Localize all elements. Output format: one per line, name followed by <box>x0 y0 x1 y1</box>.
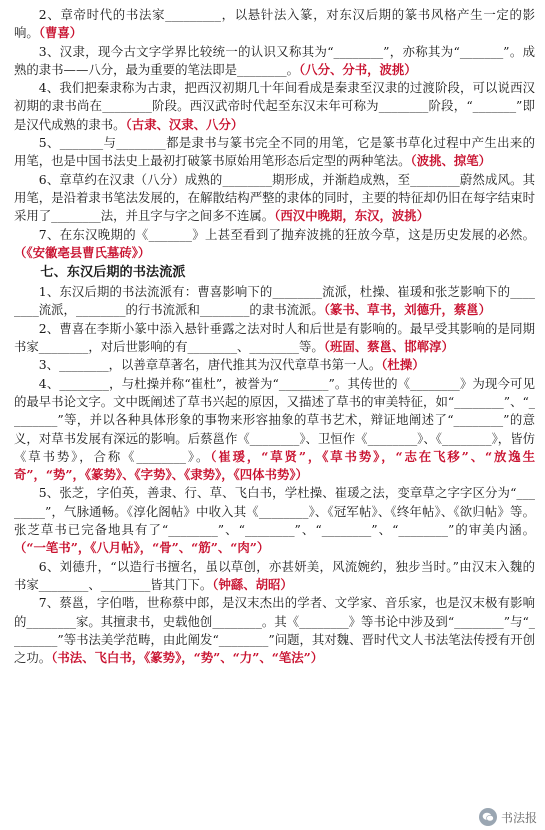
answer-text: （曹喜） <box>38 25 83 41</box>
answer-text: （“一笔书”，《八月帖》，“骨”、“筋”、“肉”） <box>14 540 270 556</box>
question-paragraph <box>14 558 535 595</box>
answer-text: （西汉中晚期，东汉，波挑） <box>274 208 430 224</box>
question-paragraph <box>14 6 535 43</box>
section-heading: 七、东汉后期的书法流派 <box>40 265 186 281</box>
question-paragraph <box>14 171 535 226</box>
question-paragraph <box>14 375 535 485</box>
question-text: 2、曹喜在李斯小篆中添入悬针垂露之法对时人和后世是有影响的。最早受其影响的是同期书家________，对后世影响的有________、________等。 <box>14 320 535 355</box>
question-paragraph <box>14 226 535 263</box>
answer-text: （崔瑗，“草贤”，《草书势》，“志在飞移”、“放逸生奇”，“势”，《篆势》、《字势》、《隶势》，《四体书势》） <box>14 448 535 483</box>
question-paragraph <box>14 356 535 374</box>
question-text: 7、在东汉晚期的《_______》上甚至看到了抛弃波挑的狂放今草，这是历史发展的必然。 <box>38 226 535 242</box>
question-paragraph <box>14 320 535 357</box>
watermark-label: 书法报 <box>500 810 537 825</box>
question-paragraph <box>14 43 535 80</box>
wechat-logo-icon <box>479 808 497 826</box>
answer-text: （钟繇、胡昭） <box>212 576 293 592</box>
question-text: 4、我们把秦隶称为古隶，把西汉初期几十年间看成是秦隶至汉隶的过渡阶段，可以说西汉初期的隶书尚在________阶段。西汉武帝时代起至东汉末年可称为________阶段，“_______”即是汉代成熟的隶书。 <box>14 80 535 132</box>
answer-text: （书法、飞白书，《篆势》，“势”、“力”、“笔法”） <box>51 650 324 666</box>
question-paragraph <box>14 283 535 320</box>
answer-text: （杜操） <box>381 357 425 373</box>
question-text: 5、_______与________都是隶书与篆书完全不同的用笔，它是篆书草化过程中产生出来的用笔，也是中国书法史上最初打破篆书原始用笔形态后定型的两种笔法。 <box>14 135 535 169</box>
question-block-part1 <box>14 6 535 262</box>
answer-text: （篆书、草书，刘德升，蔡邕） <box>323 302 492 318</box>
answer-text: （古隶、汉隶、八分） <box>125 116 244 132</box>
question-paragraph <box>14 484 535 557</box>
question-text: 4、________，与杜操并称“崔杜”，被誉为“________”。其传世的《________》为现今可见的最早书论文字。文中既阐述了草书兴起的原因，又描述了草书的审美特征，如“________”、“________”等，并以各种具体形象的事物来形容抽象的草书艺术，辩证地阐述了“________”的意义，对草书发展有深远的影响。后蔡邕作《________》、卫恒作《________》、《________》，皆仿《草书势》，合称《________》。 <box>14 375 535 464</box>
question-text: 7、蔡邕，字伯喈，世称蔡中郎，是汉末杰出的学者、文学家、音乐家，也是汉末极有影响的________家。其擅隶书，史载他创________。其《________》等书论中涉及到“________”与“________”等书法美学范畴，由此阐发“________”问题，其对魏、晋时代文人书法笔法传授有开创之功。 <box>14 595 535 666</box>
question-text: 3、汉隶，现今古文字学界比较统一的认识又称其为“________”，亦称其为“_______”。成熟的隶书——八分，最为重要的笔法即是________。 <box>14 43 535 77</box>
answer-text: （八分、分书，波挑） <box>298 61 417 77</box>
question-text: 6、刘德升，“以造行书擅名，虽以草创，亦甚妍美，风流婉约，独步当时。”由汉末入魏的书家________、________皆其门下。 <box>14 558 535 592</box>
question-text: 1、东汉后期的书法流派有：曹喜影响下的________流派，杜操、崔瑗和张芝影响下的________流派，________的行书流派和________的隶书流派。 <box>14 284 535 318</box>
question-paragraph <box>14 134 535 171</box>
question-text: 6、章草约在汉隶（八分）成熟的________期形成，并渐趋成熟，至________蔚然成风。其用笔，是沿着隶书笔法发展的，在解散结构严整的隶体的同时，主要的特征却仍旧在每字结束时采用了________法，并且字与字之间多不连属。 <box>14 171 535 224</box>
question-block-part2 <box>14 283 535 667</box>
question-paragraph <box>14 594 535 667</box>
question-paragraph <box>14 79 535 134</box>
answer-text: （波挑、掠笔） <box>410 153 492 169</box>
source-watermark <box>479 808 537 826</box>
question-text: 2、章帝时代的书法家_________，以悬针法入篆，对东汉后期的篆书风格产生一定的影响。 <box>14 7 535 41</box>
question-text: 5、张芝，字伯英，善隶、行、草、飞白书，学杜操、崔瑗之法，变章草之字字区分为“________”，气脉通畅。《淳化阁帖》中收入其《________》、《冠军帖》、《终年帖》、《欲归帖》等。张芝草书已完备地具有了“________”、“________”、“________”、“________”的审美内涵。 <box>14 485 535 538</box>
question-text: 3、________，以善章草著名，唐代推其为汉代章草书第一人。 <box>38 357 382 373</box>
answer-text: （《安徽亳县曹氏墓砖》） <box>14 244 151 260</box>
answer-text: （班固、蔡邕、邯郸淳） <box>323 339 454 355</box>
